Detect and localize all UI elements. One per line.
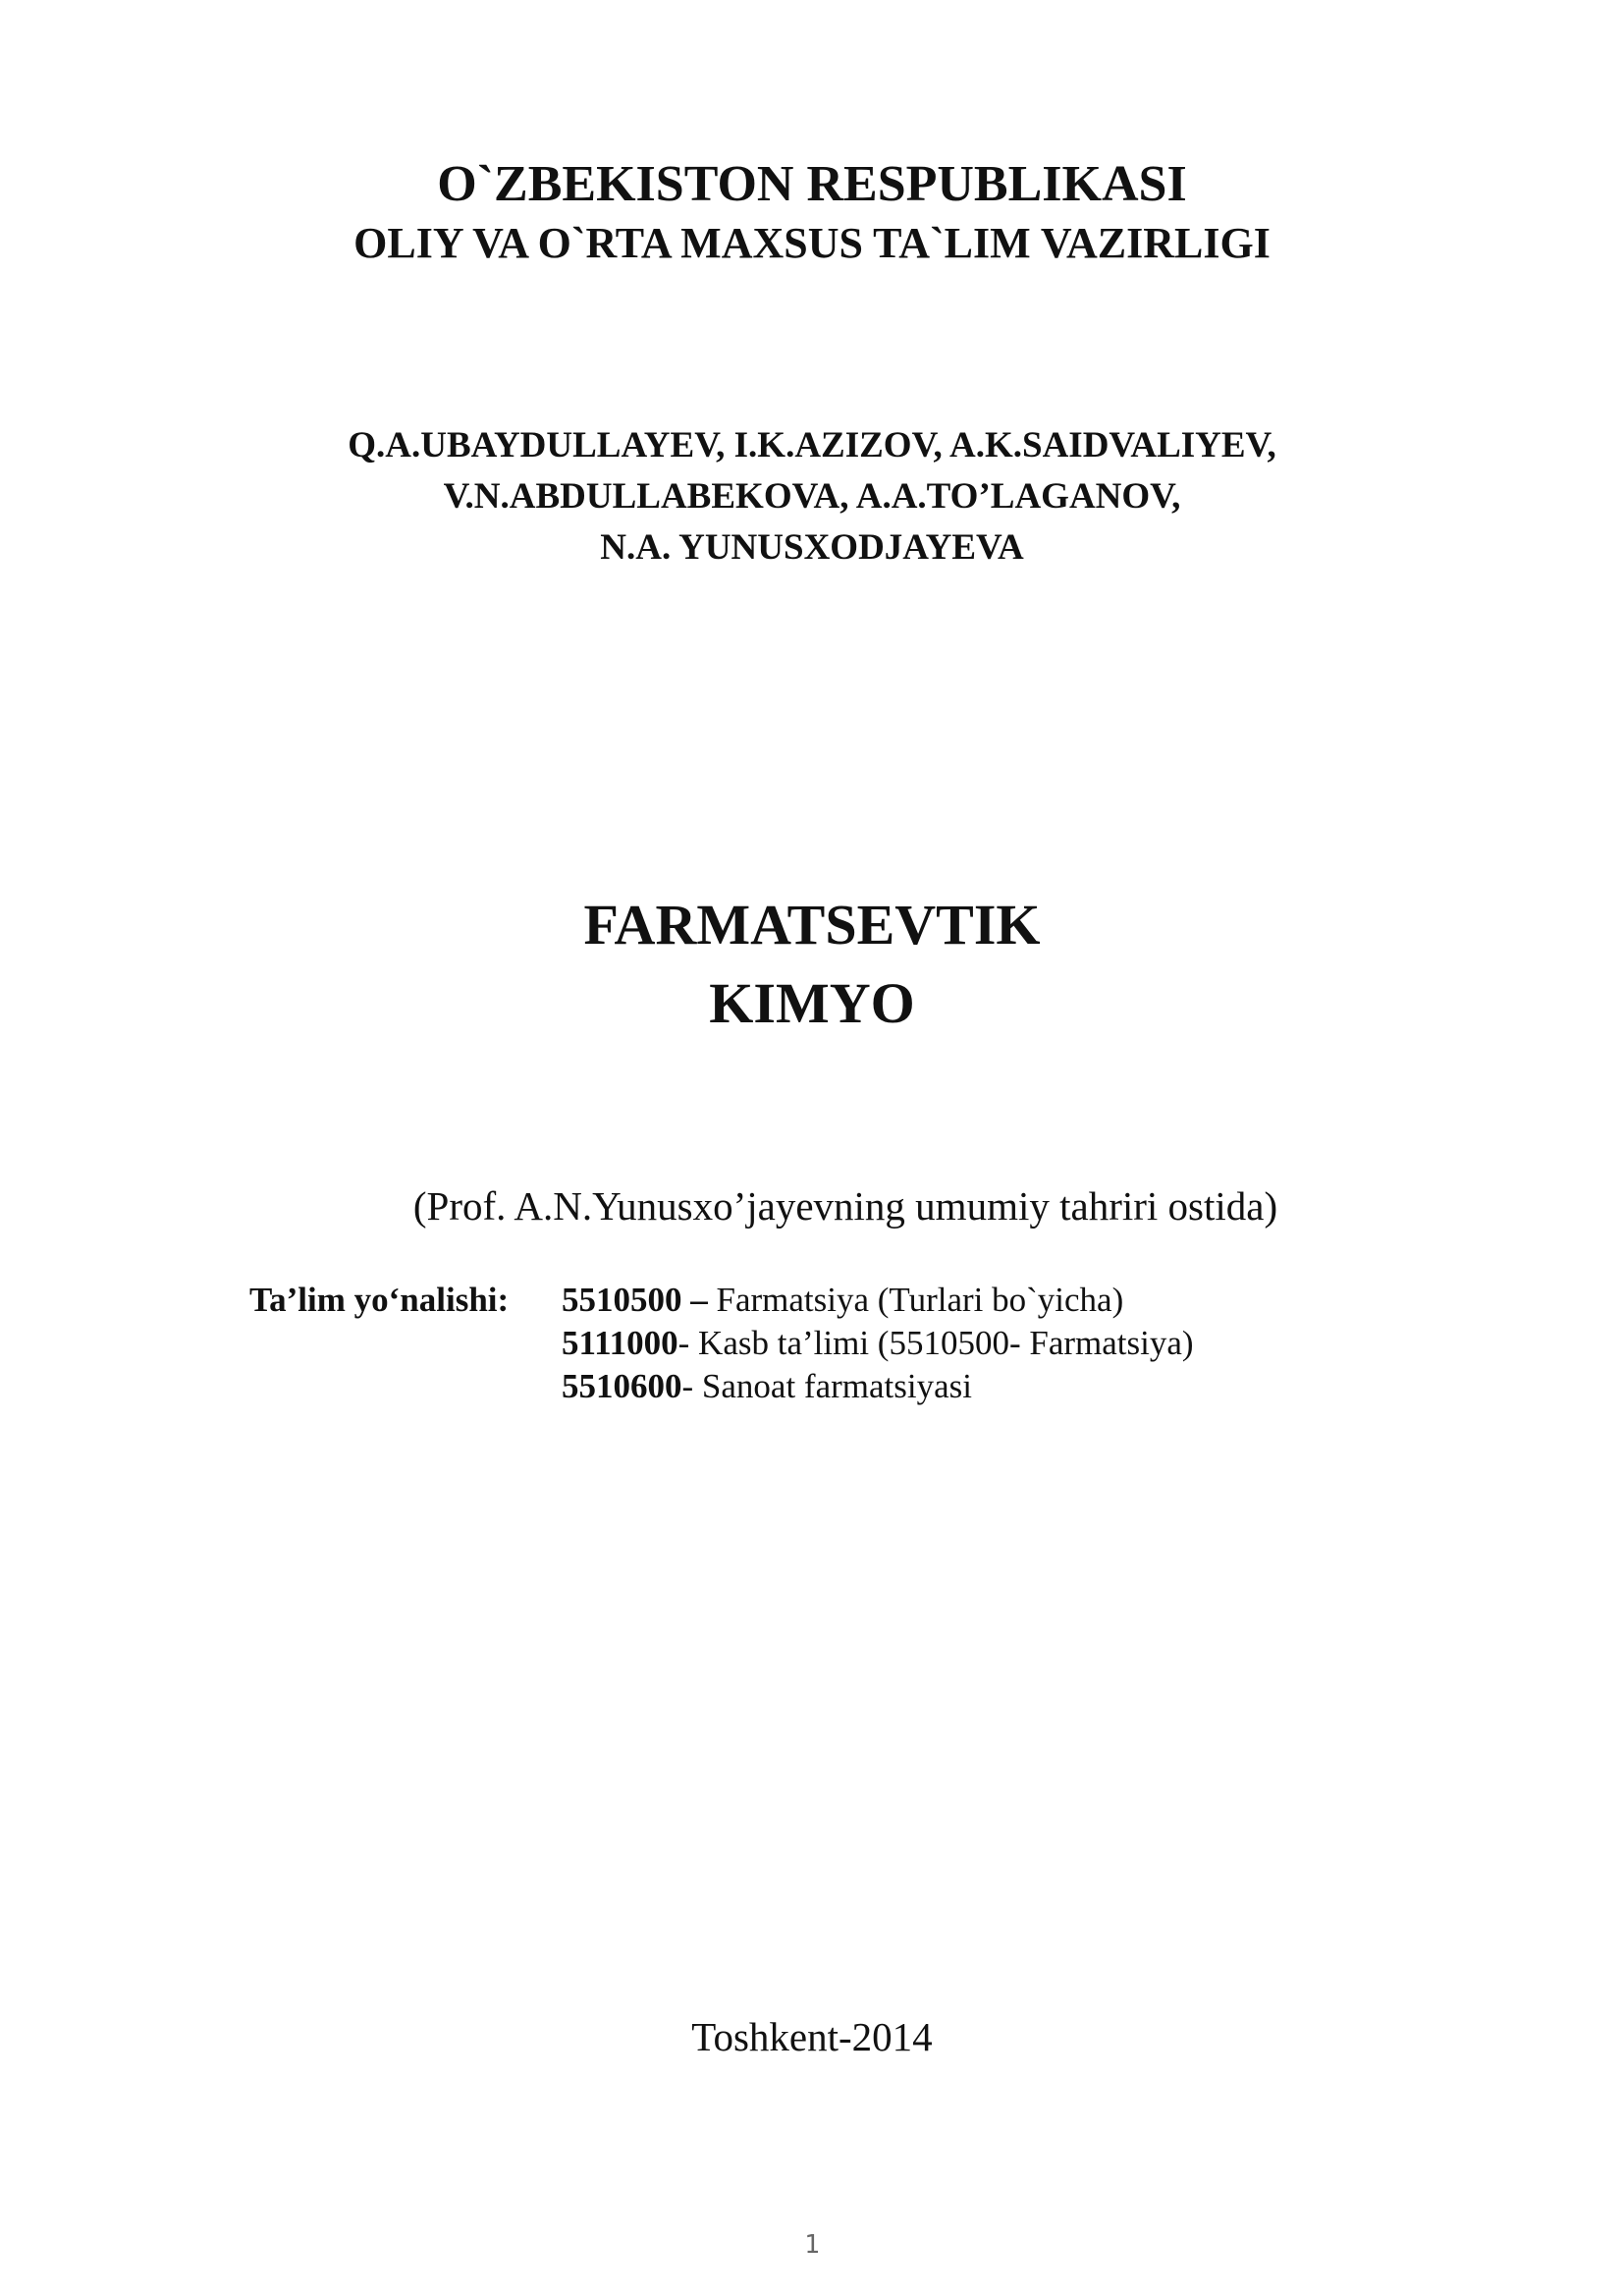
authors-line-3: N.A. YUNUSXODJAYEVA <box>600 527 1024 568</box>
study-directions <box>249 1279 1194 1408</box>
direction-code: 5111000 <box>562 1324 678 1362</box>
direction-row <box>249 1322 1194 1365</box>
page-number: 1 <box>804 2230 820 2260</box>
direction-text: Farmatsiya (Turlari bo`yicha) <box>716 1281 1124 1319</box>
city-year: Toshkent-2014 <box>691 2014 933 2059</box>
editor-note: (Prof. A.N.Yunusxo’jayevning umumiy tahriri ostida) <box>412 1183 1278 1229</box>
directions-label: Ta’lim yo‘nalishi: <box>249 1281 510 1319</box>
direction-code: 5510500 <box>562 1281 682 1319</box>
direction-entry <box>562 1279 1123 1322</box>
direction-separator: – <box>681 1281 717 1319</box>
direction-row <box>249 1279 1194 1322</box>
direction-text: Sanoat farmatsiyasi <box>701 1367 972 1405</box>
ministry-heading: OLIY VA O`RTA MAXSUS TA`LIM VAZIRLIGI <box>353 219 1271 267</box>
authors-line-2: V.N.ABDULLABEKOVA, A.A.TO’LAGANOV, <box>443 476 1181 517</box>
country-heading: O`ZBEKISTON RESPUBLIKASI <box>437 156 1187 212</box>
directions-label-spacer <box>249 1365 562 1408</box>
direction-separator: - <box>681 1367 702 1405</box>
authors-block <box>0 420 1624 574</box>
title-line-1: FARMATSEVTIK <box>583 893 1041 957</box>
authors-line-1: Q.A.UBAYDULLAYEV, I.K.AZIZOV, A.K.SAIDVALIYEV, <box>348 425 1276 465</box>
book-title <box>0 886 1624 1043</box>
direction-code: 5510600 <box>562 1367 682 1405</box>
direction-entry <box>562 1365 972 1408</box>
direction-text: Kasb ta’limi (5510500- Farmatsiya) <box>698 1324 1194 1362</box>
direction-separator: - <box>677 1324 699 1362</box>
title-line-2: KIMYO <box>709 971 915 1035</box>
direction-entry <box>562 1322 1194 1365</box>
direction-row <box>249 1365 1194 1408</box>
directions-label-spacer <box>249 1322 562 1365</box>
